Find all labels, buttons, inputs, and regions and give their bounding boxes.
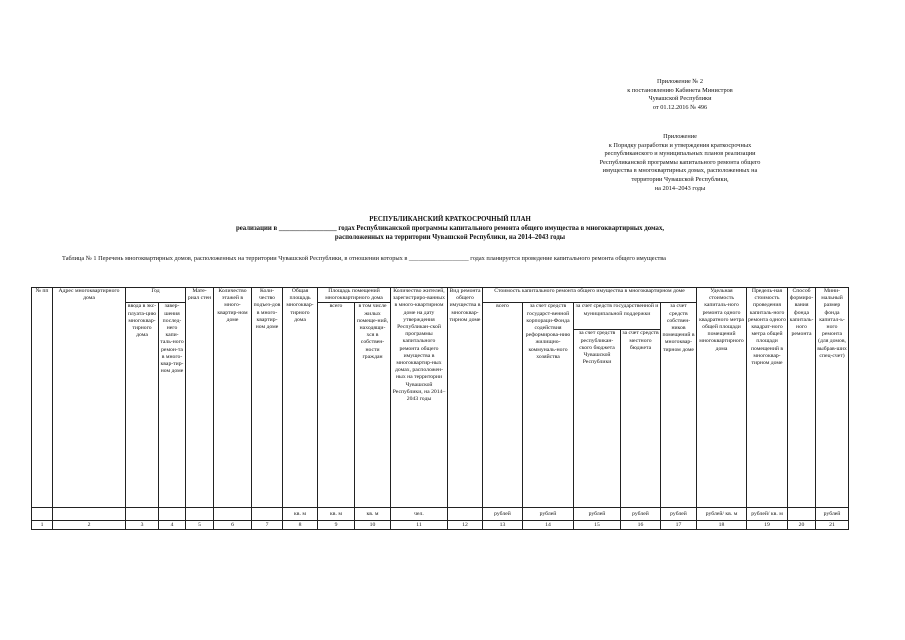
unit-cell: кв. м — [355, 508, 391, 521]
column-number: 7 — [252, 521, 283, 530]
appendix-line: Приложение — [663, 133, 697, 140]
appendix-line: республиканского и муниципальных планов реализации — [604, 150, 756, 158]
unit-cell: кв. м — [318, 508, 355, 521]
header-max-cost: Предель-ная стоимость проведения капиталь-ного ремонта одного квадрат-ного метра общей площади помещений в многоквар-тирном доме — [747, 288, 788, 508]
appendix-header — [540, 133, 820, 193]
header-area-residential: в том числе жилых помеще-ний, находящи-хся в собствен-ности граждан — [355, 303, 391, 508]
header-cost-group: Стоимость капитального ремонта общего имущества в многоквартирном доме — [483, 288, 697, 303]
column-number: 15 — [574, 521, 621, 530]
column-number: 4 — [159, 521, 186, 530]
plan-title-line: реализации в _________________ годах Республиканской программы капитального ремонта общего имущества в многоквартирных домах, — [235, 224, 665, 232]
unit-cell: рублей — [523, 508, 574, 521]
header-entrances: Коли-чество подъез-дов в много-квартир-ном доме — [252, 288, 283, 508]
header-min-fund: Мини-мальный размер фонда капитал-ь-ного ремонта (для домов, выбрав-ших спец-счет) — [816, 288, 849, 508]
unit-cell: рублей/ кв. м — [697, 508, 747, 521]
appendix-line: территории Чувашской Республики, — [631, 175, 729, 183]
column-number: 18 — [697, 521, 747, 530]
header-wall-material: Мате-риал стен — [186, 288, 214, 508]
column-number: 14 — [523, 521, 574, 530]
unit-cell — [448, 508, 483, 521]
header-gov-support-group: за счет средств государственной и муниципальной поддержки — [574, 303, 661, 330]
header-cost-owners: за счет средств собствен-ников помещений в многоквар-тирном доме — [661, 303, 697, 508]
unit-cell — [53, 508, 126, 521]
column-number: 6 — [214, 521, 252, 530]
column-number: 8 — [283, 521, 318, 530]
appendix-line: на 2014–2043 годы — [654, 184, 706, 192]
column-number: 17 — [661, 521, 697, 530]
unit-cell — [186, 508, 214, 521]
unit-cell: рублей — [816, 508, 849, 521]
column-number: 1 — [32, 521, 53, 530]
header-floors: Количество этажей в много-квартир-ном доме — [214, 288, 252, 508]
unit-cell: рублей — [483, 508, 523, 521]
unit-cell — [126, 508, 159, 521]
column-number: 21 — [816, 521, 849, 530]
column-number: 12 — [448, 521, 483, 530]
table-1-caption: Таблица № 1 Перечень многоквартирных домов, расположенных на территории Чувашской Республики, в отношении которых в ___________________ годах планируется проведение капитального ремонта общего имущества — [62, 255, 666, 262]
header-address: Адрес многоквартирного дома — [53, 288, 126, 508]
unit-cell — [214, 508, 252, 521]
column-number: 9 — [318, 521, 355, 530]
appendix-2-line: Приложение № 2 — [656, 78, 704, 85]
plan-title-line: расположенных на территории Чувашской Республики, на 2014–2043 годы — [334, 233, 566, 241]
column-number: 20 — [788, 521, 816, 530]
column-number: 2 — [53, 521, 126, 530]
appendix-line: к Порядку разработки и утверждения краткосрочных — [608, 141, 752, 149]
appendix-line: Республиканской программы капитального ремонта общего — [599, 158, 761, 166]
column-number: 19 — [747, 521, 788, 530]
unit-cell — [159, 508, 186, 521]
unit-cell — [32, 508, 53, 521]
appendix-2-line: от 01.12.2016 № 496 — [652, 103, 708, 111]
column-number: 10 — [355, 521, 391, 530]
header-premises-area-group: Площадь помещений многоквартирного дома — [318, 288, 391, 303]
column-number: 13 — [483, 521, 523, 530]
header-residents: Количество жителей, зарегистриро-ванных в много-квартирном доме на дату утверждения Республикан-ской программы капитального ремонта общего имущества в многоквартир-ных домах, расположен-ных на территории Чувашской Республики, на 2014–2043 годы — [391, 288, 448, 508]
plan-table — [31, 287, 849, 530]
appendix-2-line: к постановлению Кабинета Министров — [627, 86, 733, 94]
column-number: 5 — [186, 521, 214, 530]
header-area-total: всего — [318, 303, 355, 508]
unit-cell: рублей — [574, 508, 621, 521]
header-cost-fund: за счет средств государст-венной корпораци-Фонда содействия реформирова-нию жилищно-коммуналь-ного хозяйства — [523, 303, 574, 508]
unit-cell: рублей/ кв. м — [747, 508, 788, 521]
unit-cell: кв. м — [283, 508, 318, 521]
unit-cell — [252, 508, 283, 521]
header-cost-local: за счет средств местного бюджета — [621, 330, 661, 508]
plan-title — [100, 216, 800, 242]
header-cost-total: всего — [483, 303, 523, 508]
header-year-group: Год — [126, 288, 186, 303]
header-number: № пп — [32, 288, 53, 508]
header-fund-method: Способ формиро-вания фонда капиталь-ного ремонта — [788, 288, 816, 508]
appendix-line: имущества в многоквартирных домах, расположенных на — [602, 167, 758, 175]
header-cost-republic: за счет средств республикан-ского бюджета Чувашской Республики — [574, 330, 621, 508]
header-last-repair-year: завер-шения послед-него капи-таль-ного ремон-та в много-квар-тир-ном доме — [159, 303, 186, 508]
unit-cell — [788, 508, 816, 521]
appendix-2-header — [560, 78, 800, 112]
header-commission-year: ввода в экс-плуата-цию многоквар-тирного дома — [126, 303, 159, 508]
appendix-2-line: Чувашской Республики — [648, 95, 712, 103]
header-unit-cost: Удельная стоимость капиталь-ного ремонта одного квадратного метра общей площади помещений многоквартирного дома — [697, 288, 747, 508]
column-number: 11 — [391, 521, 448, 530]
unit-cell: чел. — [391, 508, 448, 521]
header-total-area: Общая площадь многоквар-тирного дома — [283, 288, 318, 508]
unit-cell: рублей — [661, 508, 697, 521]
header-repair-type: Вид ремонта общего имущества в многоквар-тирном доме — [448, 288, 483, 508]
column-number: 3 — [126, 521, 159, 530]
column-number: 16 — [621, 521, 661, 530]
plan-title-line: РЕСПУБЛИКАНСКИЙ КРАТКОСРОЧНЫЙ ПЛАН — [369, 216, 531, 223]
unit-cell: рублей — [621, 508, 661, 521]
